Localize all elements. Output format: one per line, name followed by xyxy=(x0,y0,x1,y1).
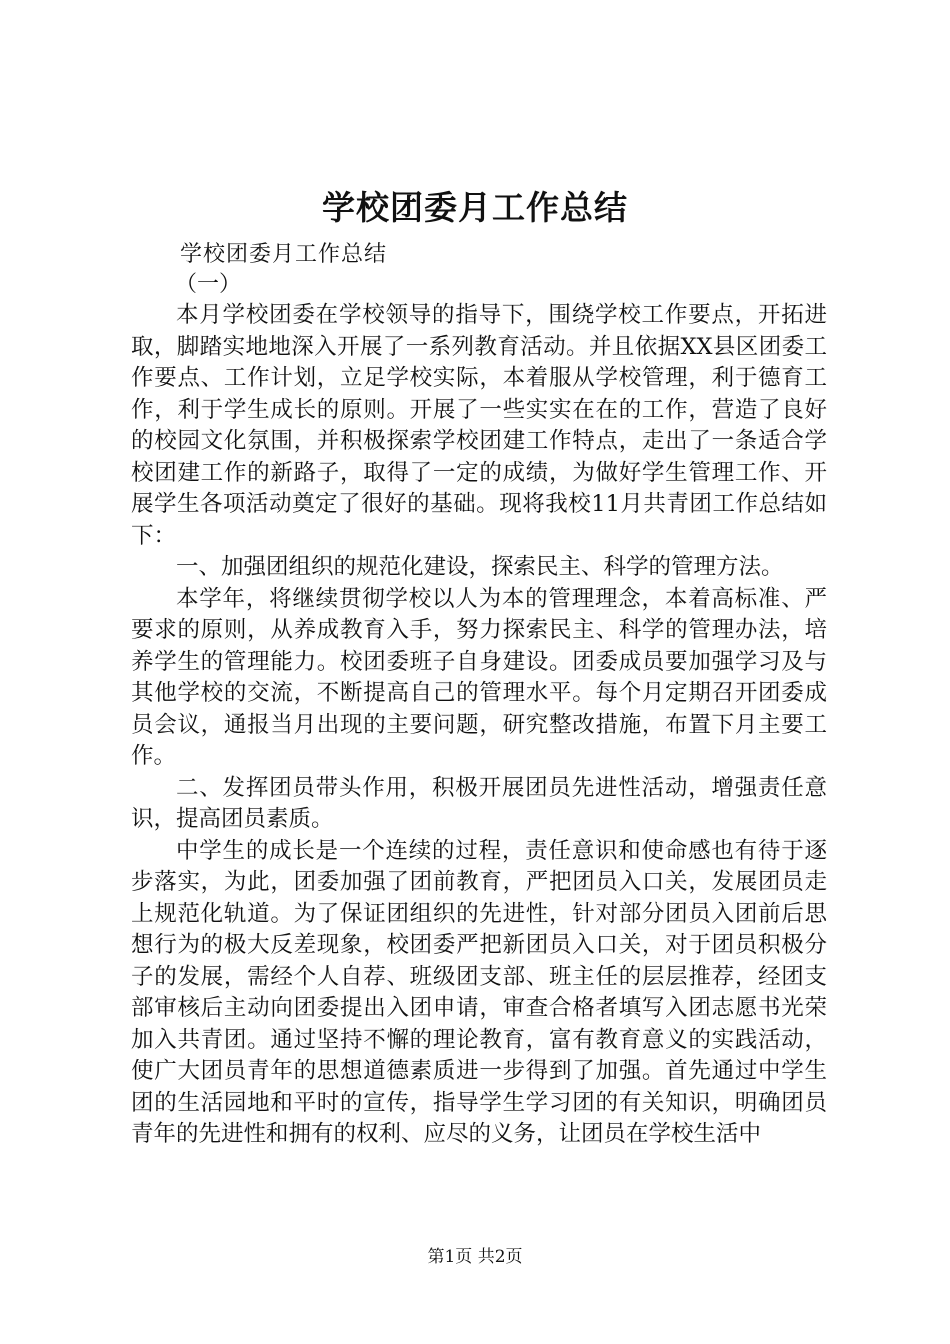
section-heading: 一、加强团组织的规范化建设，探索民主、科学的管理方法。 xyxy=(176,554,784,580)
paragraph: 本月学校团委在学校领导的指导下，围绕学校工作要点，开拓进取，脚踏实地地深入开展了一系列教育活动。并且依据XX县区团委工作要点、工作计划，立足学校实际，本着服从学校管理，利于德育工作，利于学生成长的原则。开展了一些实实在在的工作，营造了良好的校园文化氛围，并积极探索学校团建工作特点，走出了一条适合学校团建工作的新路子，取得了一定的成绩，为做好学生管理工作、开展学生各项活动奠定了很好的基础。现将我校11月共青团工作总结如下： xyxy=(131,302,827,549)
page-footer: 第1页 共2页 xyxy=(427,1247,523,1267)
section-heading: 二、发挥团员带头作用，积极开展团员先进性活动，增强责任意识，提高团员素质。 xyxy=(131,774,827,832)
paragraph: 本学年，将继续贯彻学校以人为本的管理理念，本着高标准、严要求的原则，从养成教育入手，努力探索民主、科学的管理办法，培养学生的管理能力。校团委班子自身建设。团委成员要加强学习及与其他学校的交流，不断提高自己的管理水平。每个月定期召开团委成员会议，通报当月出现的主要问题，研究整改措施，布置下月主要工作。 xyxy=(131,585,827,769)
document-body xyxy=(131,300,827,1151)
document-subtitle: 学校团委月工作总结 xyxy=(180,242,388,267)
paragraph: 中学生的成长是一个连续的过程，责任意识和使命感也有待于逐步落实，为此，团委加强了团前教育，严把团员入口关，发展团员走上规范化轨道。为了保证团组织的先进性，针对部分团员入团前后思想行为的极大反差现象，校团委严把新团员入口关，对于团员积极分子的发展，需经个人自荐、班级团支部、班主任的层层推荐，经团支部审核后主动向团委提出入团申请，审查合格者填写入团志愿书光荣加入共青团。通过坚持不懈的理论教育，富有教育意义的实践活动，使广大团员青年的思想道德素质进一步得到了加强。首先通过中学生团的生活园地和平时的宣传，指导学生学习团的有关知识，明确团员青年的先进性和拥有的权利、应尽的义务，让团员在学校生活中 xyxy=(131,837,827,1147)
part-number: （一） xyxy=(175,272,242,297)
document-title: 学校团委月工作总结 xyxy=(322,188,628,227)
